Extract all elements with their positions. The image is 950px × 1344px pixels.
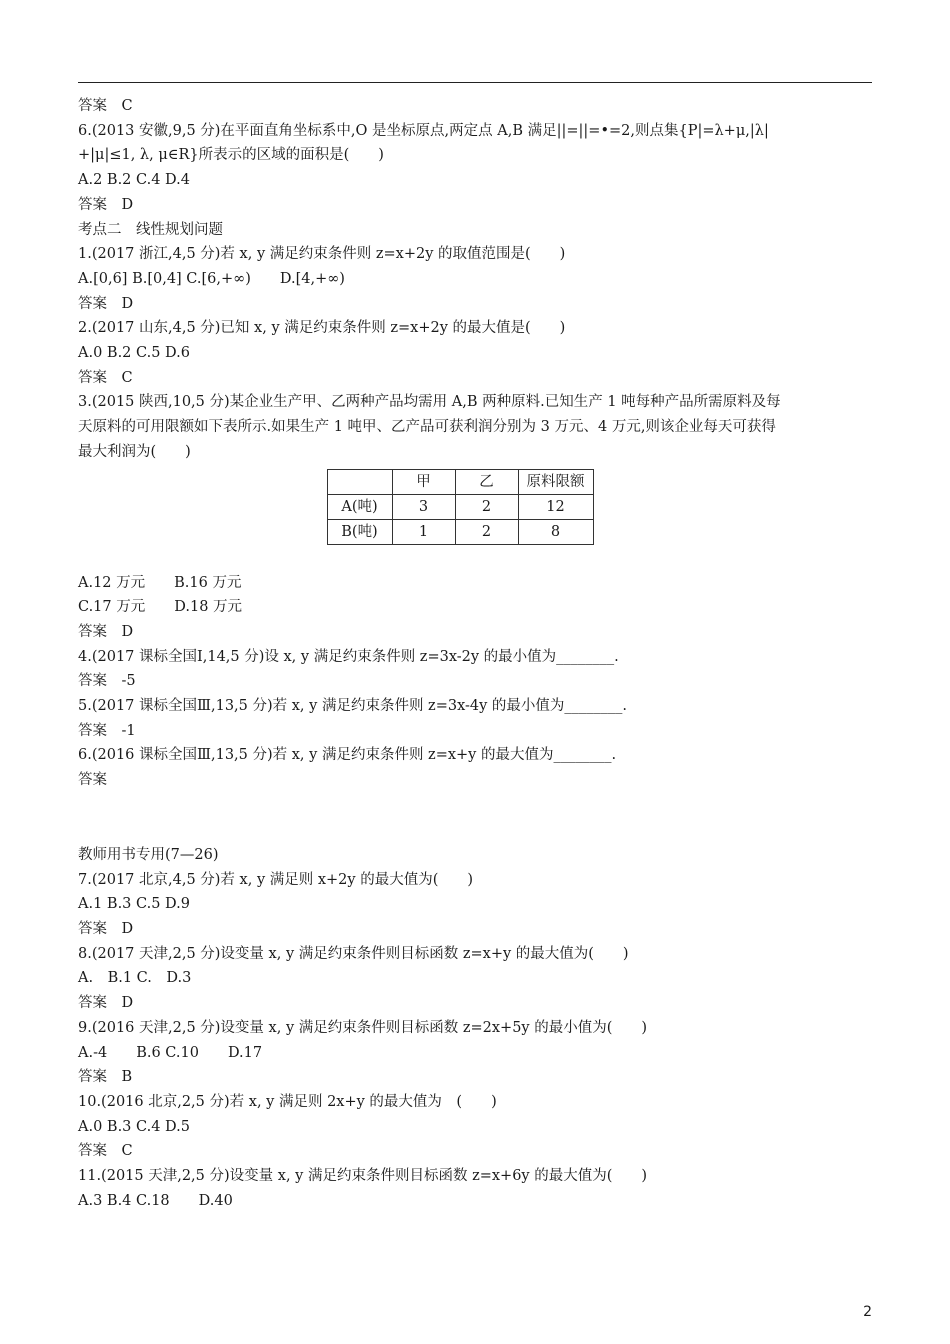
- table-cell: 2: [455, 519, 518, 544]
- table-cell: B(吨): [327, 519, 392, 544]
- text-line: 6.(2016 课标全国Ⅲ,13,5 分)若 x, y 满足约束条件则 z=x+y 的最大值为________.: [78, 747, 617, 764]
- section-gap: [78, 793, 878, 843]
- text-line: A.0 B.3 C.4 D.5: [78, 1118, 190, 1135]
- header-rule: [78, 82, 872, 83]
- document-body: [78, 94, 878, 1213]
- text-line: 答案 C: [78, 1143, 133, 1160]
- table-cell: 3: [392, 494, 455, 519]
- text-line: 9.(2016 天津,2,5 分)设变量 x, y 满足约束条件则目标函数 z=2x+5y 的最小值为( ): [78, 1019, 648, 1036]
- text-line: 11.(2015 天津,2,5 分)设变量 x, y 满足约束条件则目标函数 z=x+6y 的最大值为( ): [78, 1168, 648, 1185]
- text-line: 教师用书专用(7—26): [78, 846, 219, 863]
- table-row: [327, 519, 593, 544]
- table-header-cell: [327, 469, 392, 494]
- table-header-cell: 乙: [455, 469, 518, 494]
- text-line: 答案 D: [78, 196, 134, 213]
- text-line: 2.(2017 山东,4,5 分)已知 x, y 满足约束条件则 z=x+2y 的最大值是( ): [78, 320, 566, 337]
- text-line: 答案 C: [78, 369, 133, 386]
- section-bottom: [78, 843, 878, 1214]
- text-line: C.17 万元 D.18 万元: [78, 599, 243, 616]
- text-line: 7.(2017 北京,4,5 分)若 x, y 满足则 x+2y 的最大值为( ): [78, 871, 474, 888]
- table-header-cell: 甲: [392, 469, 455, 494]
- text-line: A.[0,6] B.[0,4] C.[6,+∞) D.[4,+∞): [78, 270, 345, 287]
- text-line: A.-4 B.6 C.10 D.17: [78, 1044, 263, 1061]
- text-line: 天原料的可用限额如下表所示.如果生产 1 吨甲、乙产品可获利润分别为 3 万元、4 万元,则该企业每天可获得: [78, 419, 776, 436]
- table-cell: 2: [455, 494, 518, 519]
- page-number: 2: [863, 1304, 872, 1320]
- text-line: 答案 C: [78, 98, 133, 114]
- text-line: 1.(2017 浙江,4,5 分)若 x, y 满足约束条件则 z=x+2y 的取值范围是( ): [78, 246, 566, 263]
- text-line: +|μ|≤1, λ, μ∈R}所表示的区域的面积是( ): [78, 147, 384, 164]
- table-header-limit: 原料限额: [526, 473, 585, 490]
- table-cell: 8: [518, 519, 593, 544]
- text-line: 答案 D: [78, 995, 134, 1012]
- text-line: 4.(2017 课标全国Ⅰ,14,5 分)设 x, y 满足约束条件则 z=3x-2y 的最小值为________.: [78, 648, 619, 665]
- text-line: 5.(2017 课标全国Ⅲ,13,5 分)若 x, y 满足约束条件则 z=3x-4y 的最小值为________.: [78, 698, 628, 715]
- text-line: 10.(2016 北京,2,5 分)若 x, y 满足则 2x+y 的最大值为 ( ): [78, 1093, 497, 1110]
- text-line: A.2 B.2 C.4 D.4: [78, 172, 190, 189]
- table-cell: 12: [518, 494, 593, 519]
- text-line: 答案 D: [78, 623, 134, 640]
- section-mid: [78, 571, 878, 793]
- section-top: [78, 94, 878, 465]
- text-line: 8.(2017 天津,2,5 分)设变量 x, y 满足约束条件则目标函数 z=x+y 的最大值为( ): [78, 945, 629, 962]
- text-line: A. B.1 C. D.3: [78, 970, 192, 987]
- table-cell: A(吨): [327, 494, 392, 519]
- materials-table: [327, 469, 594, 545]
- text-line: 答案 -5: [78, 673, 136, 690]
- text-line: A.3 B.4 C.18 D.40: [78, 1192, 233, 1209]
- table-wrapper: [78, 469, 878, 545]
- text-line: 答案 D: [78, 920, 134, 937]
- text-line: 答案 -1: [78, 722, 136, 739]
- table-cell: 1: [392, 519, 455, 544]
- text-line: 答案 B: [78, 1069, 133, 1086]
- table-header-cell: [518, 469, 593, 494]
- text-line: A.12 万元 B.16 万元: [78, 574, 242, 591]
- text-line: A.0 B.2 C.5 D.6: [78, 345, 190, 362]
- text-line: A.1 B.3 C.5 D.9: [78, 896, 190, 913]
- text-line: 答案 D: [78, 295, 134, 312]
- text-line: 答案: [78, 772, 107, 789]
- table-row: [327, 494, 593, 519]
- text-line: 考点二 线性规划问题: [78, 221, 223, 238]
- table-header-row: [327, 469, 593, 494]
- text-line: 最大利润为( ): [78, 443, 191, 460]
- text-line: 3.(2015 陕西,10,5 分)某企业生产甲、乙两种产品均需用 A,B 两种原料.已知生产 1 吨每种产品所需原料及每: [78, 394, 781, 411]
- text-line: 6.(2013 安徽,9,5 分)在平面直角坐标系中,O 是坐标原点,两定点 A,B 满足||=||=•=2,则点集{P|=λ+μ,|λ|: [78, 122, 769, 139]
